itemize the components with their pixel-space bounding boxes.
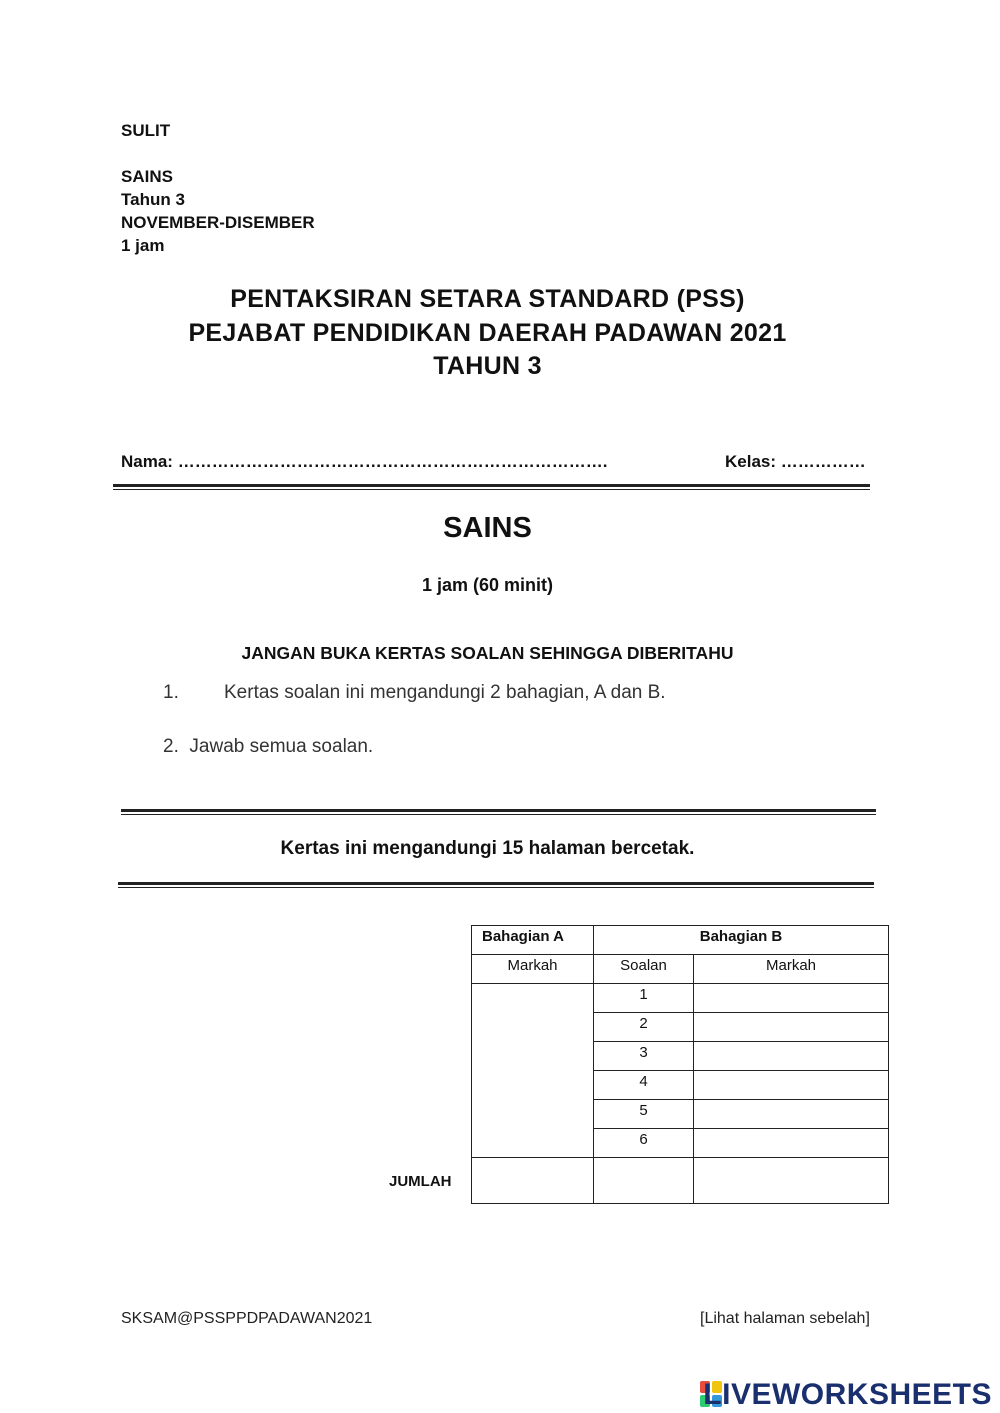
question-number: 4 (594, 1071, 694, 1100)
exam-title: PENTAKSIRAN SETARA STANDARD (PSS) (230, 285, 745, 313)
question-number: 1 (594, 984, 694, 1013)
total-a-cell[interactable] (472, 1158, 594, 1204)
question-marks-cell[interactable] (694, 1129, 889, 1158)
pages-note: Kertas ini mengandungi 15 halaman bercetak. (280, 838, 695, 859)
paper-subject: SAINS (443, 512, 532, 544)
section-b-header: Bahagian B (594, 926, 889, 955)
footer-code: SKSAM@PSSPPDPADAWAN2021 (121, 1310, 373, 1327)
name-field[interactable] (121, 452, 607, 472)
classification-label: SULIT (121, 121, 171, 140)
section-a-marks-cell[interactable] (472, 984, 594, 1158)
instruction-1-num: 1. (163, 682, 179, 703)
question-number: 2 (594, 1013, 694, 1042)
liveworksheets-brand[interactable]: LIVEWORKSHEETS (703, 1378, 992, 1411)
duration-label: 1 jam (121, 236, 165, 255)
class-field[interactable] (725, 452, 866, 472)
total-soalan-cell (594, 1158, 694, 1204)
markah-a-header: Markah (472, 955, 594, 984)
divider-top (113, 484, 870, 490)
question-number: 6 (594, 1129, 694, 1158)
instruction-2-num: 2. (163, 736, 179, 757)
year-label: Tahun 3 (121, 190, 185, 209)
warning-text: JANGAN BUKA KERTAS SOALAN SEHINGGA DIBERITAHU (241, 643, 734, 663)
markah-b-header: Markah (694, 955, 889, 984)
soalan-header: Soalan (594, 955, 694, 984)
question-marks-cell[interactable] (694, 1100, 889, 1129)
question-marks-cell[interactable] (694, 1042, 889, 1071)
divider-middle (121, 809, 876, 815)
district-title: PEJABAT PENDIDIKAN DAERAH PADAWAN 2021 (188, 319, 787, 347)
name-label: Nama: (121, 452, 173, 471)
question-marks-cell[interactable] (694, 1013, 889, 1042)
footer-next-page: [Lihat halaman sebelah] (700, 1310, 870, 1327)
divider-bottom (118, 882, 874, 888)
class-blank: …………… (780, 452, 866, 471)
instruction-2 (163, 736, 373, 758)
total-b-cell[interactable] (694, 1158, 889, 1204)
question-marks-cell[interactable] (694, 984, 889, 1013)
year-title: TAHUN 3 (433, 352, 542, 380)
question-number: 3 (594, 1042, 694, 1071)
period-label: NOVEMBER-DISEMBER (121, 213, 315, 232)
total-label: JUMLAH (389, 1173, 452, 1190)
class-label: Kelas: (725, 452, 777, 471)
question-marks-cell[interactable] (694, 1071, 889, 1100)
name-blank: …………………………………………………………………. (177, 452, 608, 471)
instruction-1-text: Kertas soalan ini mengandungi 2 bahagian, A dan B. (224, 682, 666, 703)
section-a-header: Bahagian A (472, 926, 594, 955)
subject-label: SAINS (121, 167, 173, 186)
instruction-2-text: Jawab semua soalan. (189, 736, 374, 757)
question-number: 5 (594, 1100, 694, 1129)
marks-table (471, 925, 889, 1204)
paper-duration: 1 jam (60 minit) (421, 575, 554, 595)
